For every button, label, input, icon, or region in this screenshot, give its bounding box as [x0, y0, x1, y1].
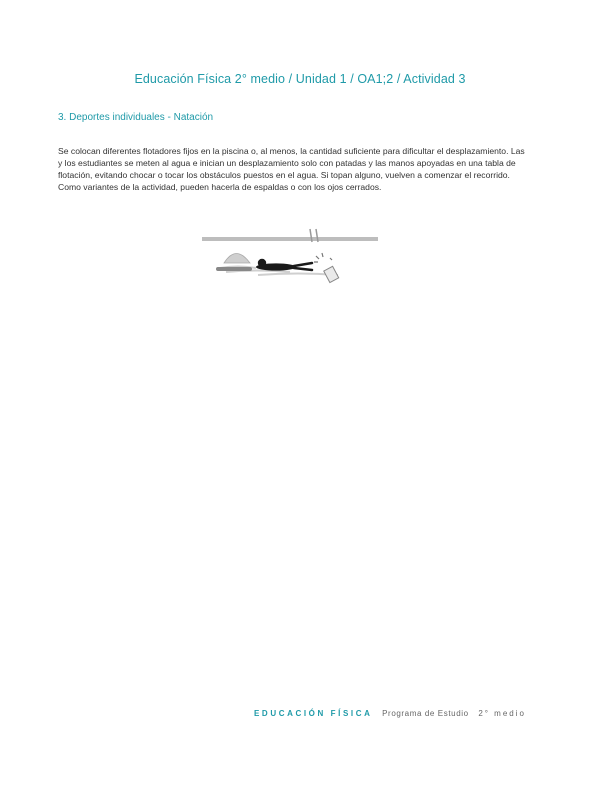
page-footer	[254, 709, 526, 718]
footer-grade: 2° medio	[478, 709, 526, 718]
swimmer-illustration	[198, 228, 382, 290]
section-heading: 3. Deportes individuales - Natación	[58, 112, 214, 123]
activity-description: Se colocan diferentes flotadores fijos en la piscina o, al menos, la cantidad suficiente para dificultar el desplazamiento. Las y los estudiantes se meten al agua e inician un desplazamiento solo con patadas y las manos apoyadas en una tabla de flotación, evitando chocar o tocar los obstáculos puestos en el agua. Si topan alguno, vuelven a comenzar el recorrido. Como variantes de la actividad, pueden hacerla de espaldas o con los ojos cerrados.	[58, 146, 525, 192]
footer-program: Programa de Estudio	[382, 709, 469, 718]
footer-brand: EDUCACIÓN FÍSICA	[254, 709, 373, 718]
page-title: Educación Física 2° medio / Unidad 1 / OA1;2 / Actividad 3	[134, 72, 466, 86]
